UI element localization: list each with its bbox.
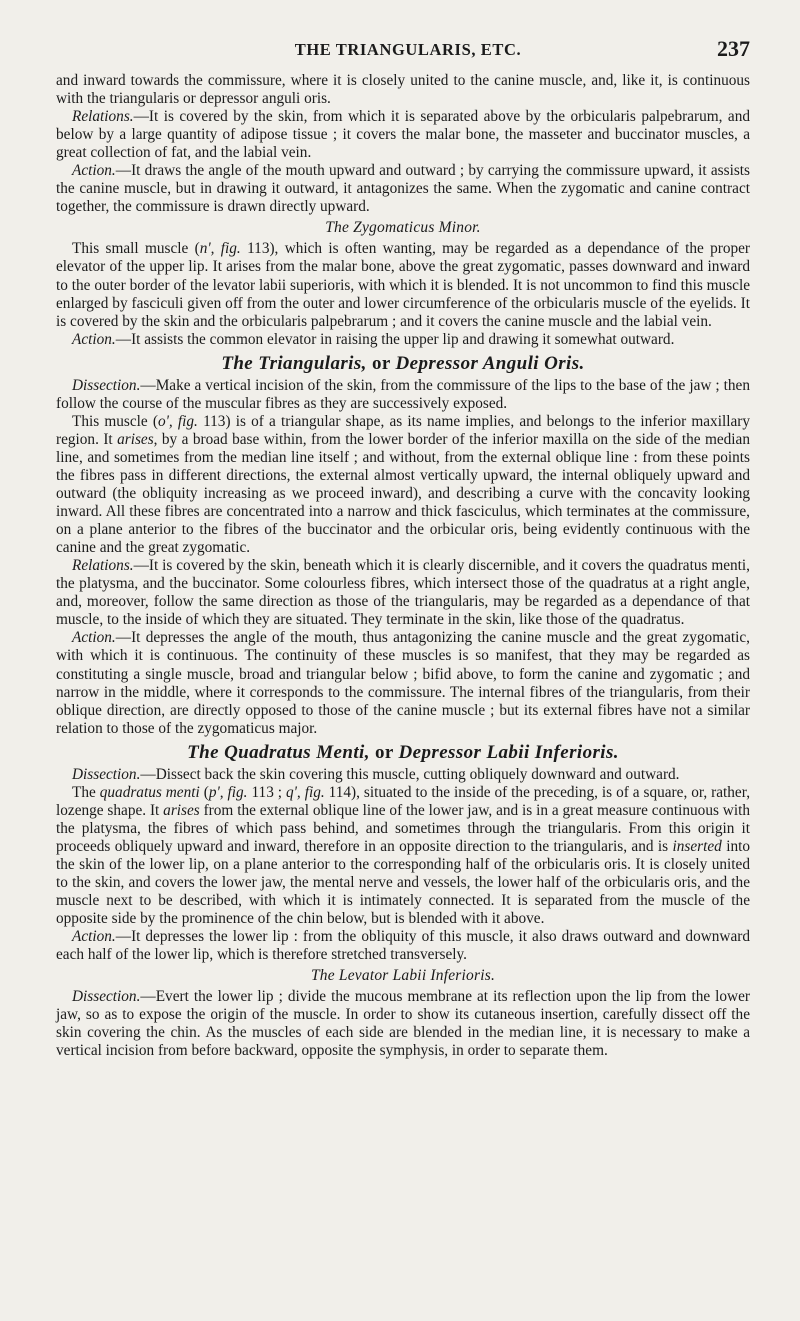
action-text: —It assists the common elevator in raising the upper lip and drawing it somewhat outward. (115, 330, 675, 348)
term-quadratus-menti: quadratus menti (99, 783, 200, 801)
relations-text: —It is covered by the skin, beneath which it is clearly discernible, and it covers the quadratus menti, the platysma, and the buccinator. Some colourless fibres, which intersect those of the quadratus at a right angle, and, moreover, follow the same direction as those of the triangularis, may be regarded as a dependance of that muscle, to the inside of which they are situated. They terminate in the skin, like those of the quadratus. (56, 557, 750, 629)
text-run: , by a broad base within, from the lower border of the inferior maxilla on the side of the median line, and sometimes from the median line itself ; and without, from the external oblique line : from these points the fibres pass in different directions, the external almost vertically upward, the internal obliquely upward and outward (the obliquity increasing as we proceed inward), and describing a curve with the concavity looking inward. All these fibres are concentrated into a narrow and thick fasciculus, which terminates at the commissure, on a plane anterior to the fibres of the buccinator and the orbicular oris, being evidently continuous with the canine and the great zygomatic. (56, 430, 750, 557)
relations-label: Relations. (72, 108, 134, 126)
term-arises: arises (163, 801, 200, 819)
dissection-label: Dissection. (72, 988, 141, 1006)
dissection-text: —Dissect back the skin covering this muscle, cutting obliquely downward and outward. (140, 765, 680, 783)
zygomaticus-major-relations (56, 108, 750, 162)
page-number: 237 (717, 36, 750, 61)
text-run: ( (199, 783, 209, 801)
zygomaticus-major-action (56, 162, 750, 216)
text-run: from the external oblique line of the lower jaw, and is in a great measure continuous with the platysma, the fibres of which pass behind, and sometimes through the triangularis. From this origin it proceeds obliquely upward and inward, therefore in an opposite direction to the triangularis, and is (56, 801, 750, 855)
text-run: The (72, 783, 100, 801)
levator-dissection (56, 988, 750, 1060)
figure-reference: n', fig. (199, 240, 241, 258)
action-text: —It draws the angle of the mouth upward and outward ; by carrying the commissure upward, it assists the canine muscle, but in drawing it outward, it antagonizes the same. When the zygomatic and canine contract together, the commissure is drawn directly upward. (56, 162, 750, 216)
dissection-text: —Evert the lower lip ; divide the mucous membrane at its reflection upon the lip from the lower jaw, so as to expose the origin of the muscle. In order to show its cutaneous insertion, carefully dissect off the skin covering the chin. As the muscles of each side are blended in the median line, it is necessary to make a vertical incision from before backward, opposite the symphysis, in order to separate them. (56, 988, 750, 1060)
triangularis-description (56, 413, 750, 557)
term-inserted: inserted (672, 837, 722, 855)
triangularis-dissection (56, 377, 750, 413)
action-label: Action. (72, 629, 116, 647)
text-run: This muscle ( (72, 412, 158, 430)
relations-text: —It is covered by the skin, from which it is separated above by the orbicularis palpebrarum, and below by a large quantity of adipose tissue ; it covers the malar bone, the masseter and buccinator muscles, a great collection of fat, and the labial vein. (56, 108, 750, 162)
text-run: 113 ; (247, 783, 287, 801)
action-text: —It depresses the lower lip : from the obliquity of this muscle, it also draws outward and downward each half of the lower lip, which is therefore stretched transversely. (56, 928, 750, 964)
text-run: 113) is of a triangular shape, as its name implies, and belongs to the inferior maxillary region. It (56, 412, 750, 448)
action-label: Action. (72, 928, 116, 946)
running-head (56, 36, 750, 64)
triangularis-action (56, 629, 750, 737)
heading-part: The Quadratus Menti, (187, 741, 370, 763)
heading-part: Depressor Anguli Oris. (395, 352, 585, 374)
text-run: into the skin of the lower lip, on a plane anterior to the corresponding half of the orbicularis oris. It is closely united to the skin, and covers the lower jaw, the mental nerve and vessels, the lower half of the orbicularis oris, and the muscle next to be described, with which it is intimately connected. It is separated from the muscle of the opposite side by the prominence of the chin below, but is blended with it above. (56, 837, 750, 928)
dissection-label: Dissection. (72, 765, 141, 783)
running-head-title: THE TRIANGULARIS, ETC. (294, 40, 522, 59)
continuation-paragraph: and inward towards the commissure, where it is closely united to the canine muscle, and, like it, is continuous with the triangularis or depressor anguli oris. (56, 72, 750, 108)
relations-label: Relations. (72, 557, 134, 575)
heading-quadratus-menti (56, 741, 750, 763)
zygomaticus-minor-action (56, 331, 750, 349)
text-run: This small muscle ( (72, 240, 200, 258)
dissection-text: —Make a vertical incision of the skin, from the commissure of the lips to the base of the jaw ; then follow the course of the muscular fibres as they are successively exposed. (56, 376, 750, 412)
heading-part: or (366, 352, 396, 374)
zygomaticus-minor-description (56, 240, 750, 330)
quadratus-dissection (56, 766, 750, 784)
figure-reference: q', fig. (286, 783, 325, 801)
figure-reference: p', fig. (208, 783, 248, 801)
text-run: 113), which is often wanting, may be regarded as a dependance of the proper elevator of the upper lip. It arises from the malar bone, above the great zygomatic, passes downward and inward to the outer border of the levator labii superioris, with which it is blended. It is not uncommon to find this muscle enlarged by fasciculi given off from the outer and lower circumference of the orbicularis muscle of the eyelids. It is covered by the skin and the orbicularis palpebrarum ; and it covers the canine muscle and the labial vein. (56, 240, 751, 330)
figure-reference: o', fig. (157, 412, 198, 430)
body-text (56, 72, 750, 1060)
action-label: Action. (72, 330, 116, 348)
quadratus-action (56, 928, 750, 964)
dissection-label: Dissection. (72, 376, 141, 394)
action-text: —It depresses the angle of the mouth, thus antagonizing the canine muscle and the great zygomatic, with which it is continuous. The continuity of these muscles is so manifest, that they may be regarded as constituting a single muscle, broad and triangular below ; bifid above, to form the canine and zygomatic ; and narrow in the middle, where it corresponds to the commissure. The internal fibres of the triangularis, from their oblique direction, are directly opposed to those of the canine muscle ; but its external fibres have not a similar relation to those of the zygomaticus major. (56, 629, 750, 737)
heading-triangularis (56, 352, 750, 374)
term-arises: arises (117, 430, 154, 448)
triangularis-relations (56, 557, 750, 629)
text-run: 114), situated to the inside of the preceding, is of a square, or, rather, lozenge shape. It (56, 783, 751, 819)
action-label: Action. (72, 162, 116, 180)
heading-zygomaticus-minor: The Zygomaticus Minor. (325, 219, 481, 237)
heading-part: or (369, 741, 399, 763)
quadratus-description (56, 784, 750, 928)
heading-part: The Triangularis, (221, 352, 367, 374)
heading-levator-labii-inferioris: The Levator Labii Inferioris. (310, 967, 496, 985)
heading-part: Depressor Labii Inferioris. (398, 741, 619, 763)
